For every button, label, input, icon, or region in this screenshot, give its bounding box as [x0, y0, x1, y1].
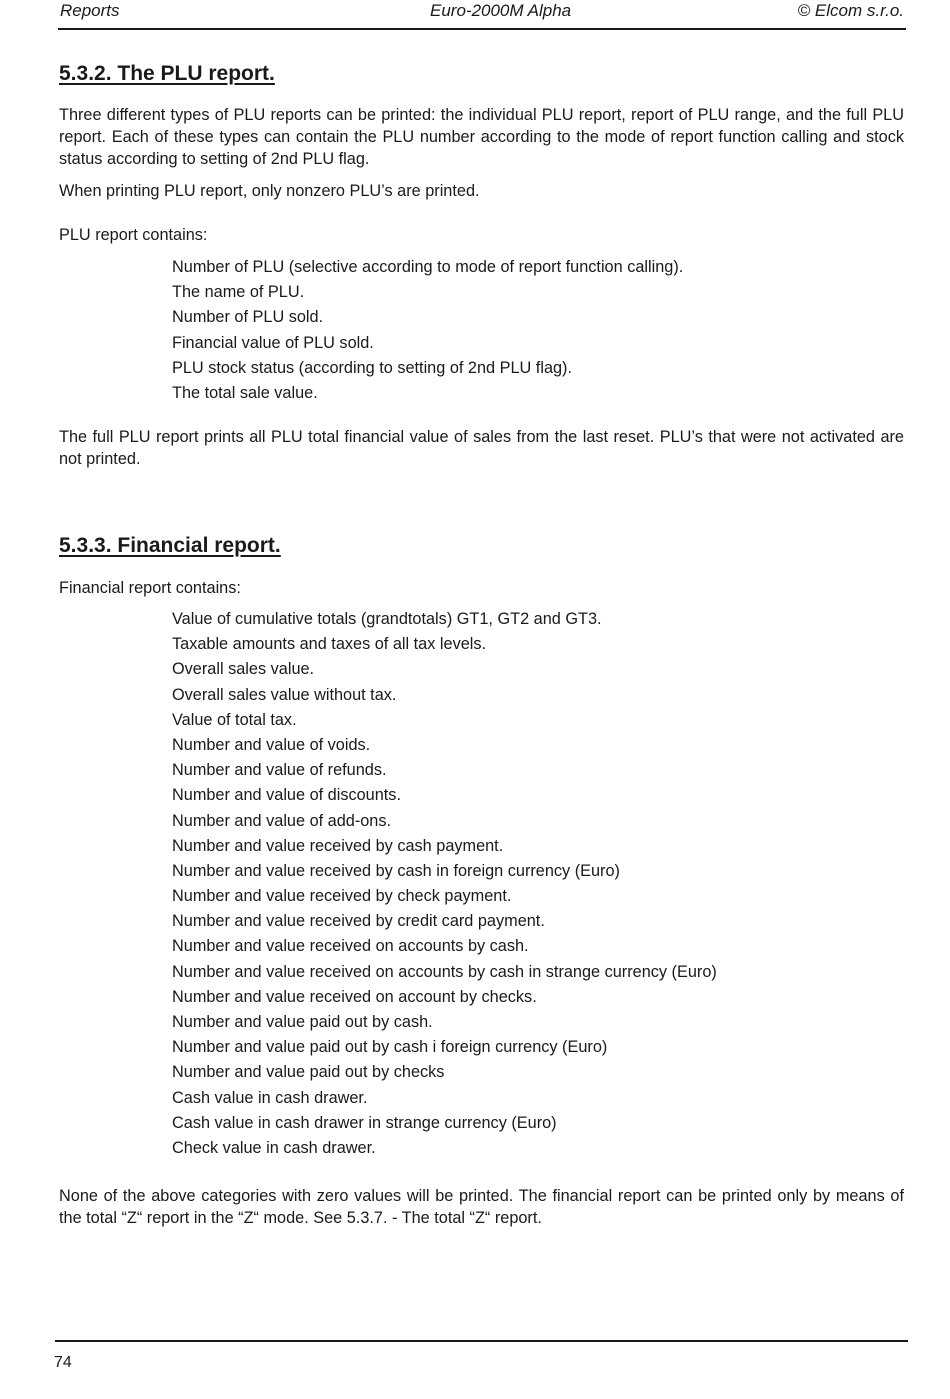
plu-list-intro: PLU report contains:: [59, 226, 208, 244]
page-header: [58, 0, 906, 30]
financial-list-intro: Financial report contains:: [59, 579, 241, 597]
plu-full-report-paragraph: The full PLU report prints all PLU total financial value of sales from the last reset. PLU’s that were not activated are not printed.: [59, 428, 904, 468]
financial-section-title: 5.3.3. Financial report.: [59, 534, 281, 557]
header-copyright: © Elcom s.r.o.: [797, 1, 904, 20]
plu-section-title: 5.3.2. The PLU report.: [59, 62, 275, 85]
financial-closing-paragraph: None of the above categories with zero values will be printed. The financial report can be printed only by means of the total “Z“ report in the “Z“ mode. See 5.3.7. - The total “Z“ report.: [59, 1187, 904, 1227]
page-number: 74: [54, 1354, 72, 1371]
footer-divider: [55, 1340, 908, 1342]
header-product-name: Euro-2000M Alpha: [430, 1, 572, 20]
header-section-name: Reports: [60, 1, 120, 20]
plu-nonzero-paragraph: When printing PLU report, only nonzero PLU’s are printed.: [59, 182, 480, 200]
plu-intro-paragraph: Three different types of PLU reports can be printed: the individual PLU report, report of PLU range, and the full PLU report. Each of these types can contain the PLU number according to the mode of report function calling and stock status according to setting of 2nd PLU flag.: [59, 106, 904, 168]
